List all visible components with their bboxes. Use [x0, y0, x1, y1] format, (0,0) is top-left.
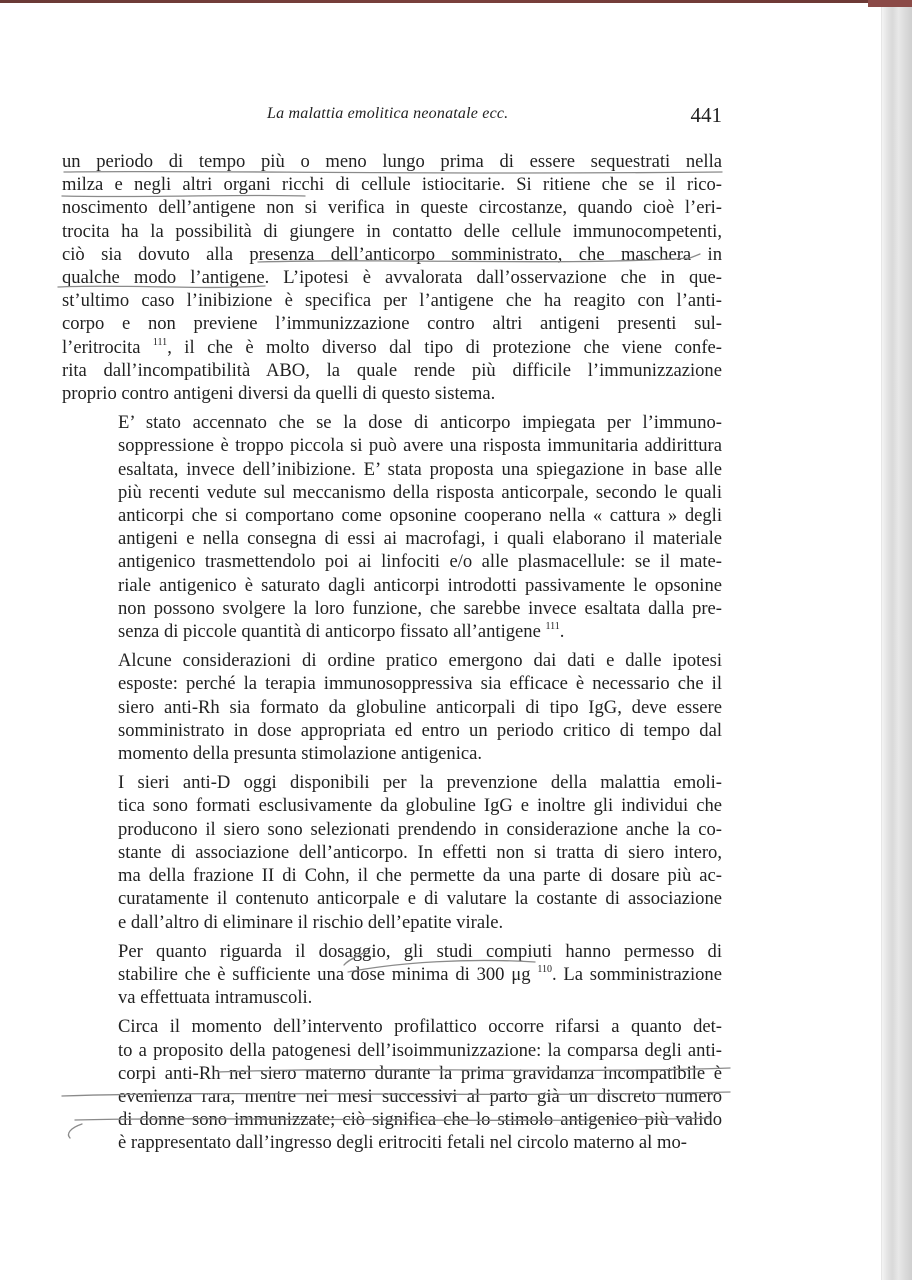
text-line: è rappresentato dall’ingresso degli eritrociti fetali nel circolo materno al mo-	[118, 1132, 687, 1154]
paragraph	[62, 940, 722, 1010]
paragraph	[62, 150, 722, 405]
text-line: va effettuata intramuscoli.	[118, 987, 313, 1009]
text-line: corpi anti-Rh nel siero materno durante la prima gravidanza incompatibile è	[118, 1062, 722, 1084]
text-line: curatamente il contenuto anticorpale e di valutare la costante di associazione	[118, 888, 722, 910]
body-text	[62, 150, 722, 1155]
text-line: I sieri anti-D oggi disponibili per la prevenzione della malattia emoli-	[118, 772, 722, 794]
text-line: riale antigenico è saturato dagli anticorpi introdotti passivamente le opsonine	[118, 574, 722, 596]
text-run: , il che è molto diverso dal tipo di protezione che viene confe-	[167, 336, 722, 358]
text-line: e dall’altro di eliminare il rischio dell’epatite virale.	[118, 911, 504, 933]
text-line: Alcune considerazioni di ordine pratico emergono dai dati e dalle ipotesi	[118, 650, 722, 672]
paragraph	[62, 1015, 722, 1154]
text-run: stabilire che è sufficiente una dose minima di 300 μg	[118, 963, 538, 985]
page-header	[62, 103, 722, 129]
text-line: di donne sono immunizzate; ciò significa che lo stimolo antigenico più valido	[118, 1109, 722, 1131]
text-line: evenienza rara, mentre nei mesi successivi al parto già un discreto numero	[118, 1085, 722, 1107]
text-run: l’eritrocita	[62, 336, 153, 358]
page-gutter-shadow	[881, 0, 912, 1280]
text-line: noscimento dell’antigene non si verifica in queste circostanze, quando cioè l’eri-	[62, 197, 722, 219]
text-line: stante di associazione dell’anticorpo. In effetti non si tratta di siero intero,	[118, 841, 722, 863]
text-line: proprio contro antigeni diversi da quelli di questo sistema.	[62, 383, 496, 405]
text-line: ciò sia dovuto alla presenza dell’anticorpo somministrato, che maschera in	[62, 243, 722, 265]
text-line: anticorpi che si comportano come opsonine cooperano nella « cattura » degli	[118, 505, 722, 527]
text-line: ma della frazione II di Cohn, il che permette da una parte di dosare più ac-	[118, 865, 722, 887]
text-line: to a proposito della patogenesi dell’isoimmunizzazione: la comparsa degli anti-	[118, 1039, 722, 1061]
text-line: tica sono formati esclusivamente da globuline IgG e inoltre gli individui che	[118, 795, 722, 817]
page-number: 441	[690, 103, 722, 127]
text-line: antigeni e nella consegna di essi ai macrofagi, i quali elaborano il materiale	[118, 528, 722, 550]
text-line: più recenti vedute sul meccanismo della risposta anticorpale, secondo le quali	[118, 481, 722, 503]
text-line: trocita ha la possibilità di giungere in contatto delle cellule immunocompetenti,	[62, 220, 722, 242]
text-run: . La somministrazione	[551, 963, 722, 985]
footnote-reference: 111	[152, 336, 168, 348]
paragraph	[62, 411, 722, 643]
text-line	[62, 963, 722, 986]
text-line: somministrato in dose appropriata ed entro un periodo critico di tempo dal	[118, 719, 722, 741]
text-line: rita dall’incompatibilità ABO, la quale rende più difficile l’immunizzazione	[62, 359, 722, 381]
text-line	[62, 620, 722, 643]
paragraph	[62, 649, 722, 765]
text-line: esaltata, invece dell’inibizione. E’ stata proposta una spiegazione in base alle	[118, 458, 722, 480]
text-line: milza e negli altri organi ricchi di cellule istiocitarie. Si ritiene che se il rico-	[62, 174, 722, 196]
running-head: La malattia emolitica neonatale ecc.	[267, 105, 509, 122]
paragraph	[62, 771, 722, 933]
text-line: E’ stato accennato che se la dose di anticorpo impiegata per l’immuno-	[118, 412, 722, 434]
book-binding-corner	[868, 0, 912, 7]
text-line: siero anti-Rh sia formato da globuline anticorpali di tipo IgG, deve essere	[118, 696, 722, 718]
text-line: esposte: perché la terapia immunosoppressiva sia efficace è necessario che il	[118, 673, 722, 695]
text-line: momento della presunta stimolazione antigenica.	[118, 743, 483, 765]
text-line: Circa il momento dell’intervento profilattico occorre rifarsi a quanto det-	[118, 1016, 722, 1038]
text-line	[62, 336, 722, 359]
text-line: non possono svolgere la loro funzione, che sarebbe invece esaltata dalla pre-	[118, 597, 722, 619]
text-line: soppressione è troppo piccola si può avere una risposta immunitaria addirittura	[118, 435, 722, 457]
text-line: Per quanto riguarda il dosaggio, gli studi compiuti hanno permesso di	[118, 940, 722, 962]
text-line: st’ultimo caso l’inibizione è specifica per l’antigene che ha reagito con l’anti-	[62, 290, 722, 312]
footnote-reference: 110	[537, 963, 552, 975]
text-line: antigenico trasmettendolo poi ai linfociti e/o alle plasmacellule: se il mate-	[118, 551, 722, 573]
footnote-reference: 111	[545, 621, 560, 633]
book-cover-edge	[0, 0, 912, 3]
text-line: producono il siero sono selezionati prendendo in considerazione anche la co-	[118, 818, 722, 840]
text-line: corpo e non previene l’immunizzazione contro altri antigeni presenti sul-	[62, 313, 722, 335]
text-line: qualche modo l’antigene. L’ipotesi è avvalorata dall’osservazione che in que-	[62, 267, 722, 289]
text-run: senza di piccole quantità di anticorpo fissato all’antigene	[118, 621, 546, 643]
text-run: .	[559, 621, 565, 643]
text-line: un periodo di tempo più o meno lungo prima di essere sequestrati nella	[62, 151, 722, 172]
